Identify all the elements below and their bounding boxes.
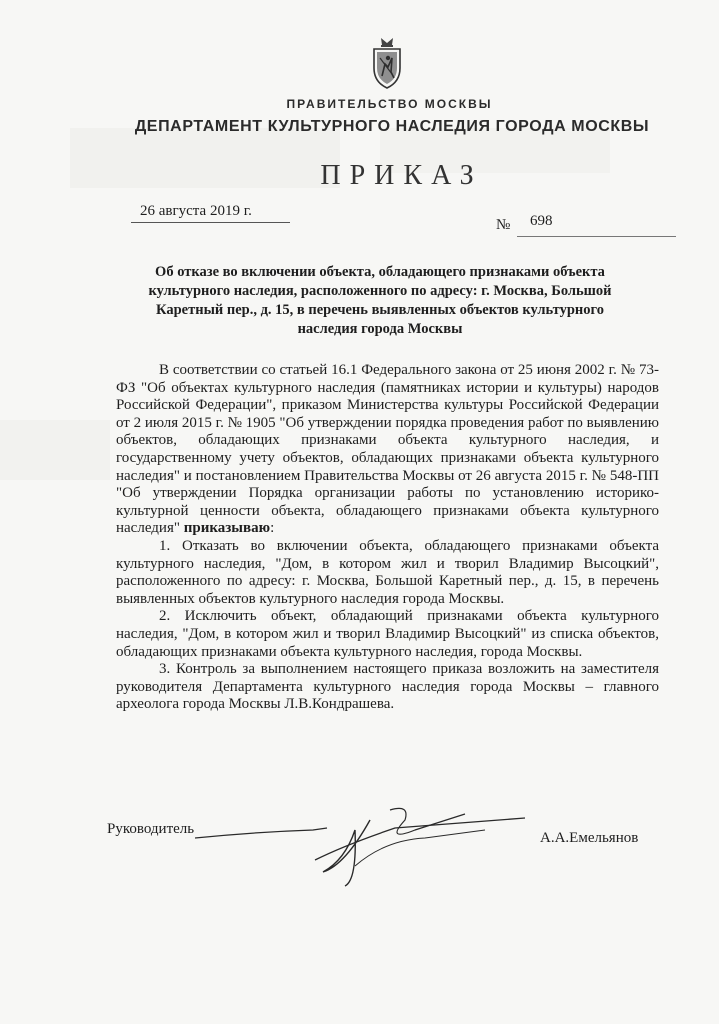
handwritten-signature xyxy=(195,790,525,900)
order-number: 698 xyxy=(517,213,676,237)
number-sign: № xyxy=(496,217,511,233)
order-item-3: 3. Контроль за выполнением настоящего приказа возложить на заместителя руководителя Департамента культурного наследия города Москвы – главного археолога города Москвы Л.В.Кондрашева. xyxy=(116,661,659,713)
orders-word: приказываю xyxy=(183,520,271,537)
preamble-text: В соответствии со статьей 16.1 Федерального закона от 25 июня 2002 г. № 73-ФЗ "Об объектах культурного наследия (памятниках истории и культуры) народов Российской Федерации", приказом Министерства культуры Российской Федерации от 2 июля 2015 г. № 1905 "Об утверждении порядка проведения работ по выявлению объектов, обладающих признаками объекта культурного наследия, и государственному учету объектов, обладающих признаками объекта культурного наследия" и постановлением Правительства Москвы от 26 августа 2015 г. № 548-ПП "Об утверждении Порядка организации работы по установлению историко-культурной ценности объекта, обладающего признаками объекта культурного наследия" xyxy=(116,362,659,537)
order-title: ПРИКАЗ xyxy=(320,160,483,191)
order-item-2: 2. Исключить объект, обладающий признаками объекта культурного наследия, "Дом, в котором жил и творил Владимир Высоцкий" из списка объектов, обладающих признаками объекта культурного наследия, города Москвы. xyxy=(116,608,659,660)
order-subject: Об отказе во включении объекта, обладающего признаками объекта культурного наследия, расположенного по адресу: г. Москва, Большой Каретный пер., д. 15, в перечень выявленных объектов культурного наследия города Москвы xyxy=(148,264,612,337)
order-body xyxy=(116,362,659,714)
show-through-shade xyxy=(0,420,110,480)
order-date: 26 августа 2019 г. xyxy=(131,203,290,223)
signatory-role: Руководитель xyxy=(107,821,195,837)
order-item-1: 1. Отказать во включении объекта, обладающего признаками объекта культурного наследия, "Дом, в котором жил и творил Владимир Высоцкий", расположенного по адресу: г. Москва, Большой Каретный пер., д. 15, в перечень выявленных объектов культурного наследия города Москвы. xyxy=(116,537,659,607)
moscow-coat-of-arms-icon xyxy=(372,36,402,90)
government-title: ПРАВИТЕЛЬСТВО МОСКВЫ xyxy=(286,97,493,111)
signatory-name: А.А.Емельянов xyxy=(540,830,639,846)
department-title: ДЕПАРТАМЕНТ КУЛЬТУРНОГО НАСЛЕДИЯ ГОРОДА МОСКВЫ xyxy=(134,118,650,135)
preamble-paragraph xyxy=(116,362,659,538)
orders-suffix: : xyxy=(270,520,275,537)
